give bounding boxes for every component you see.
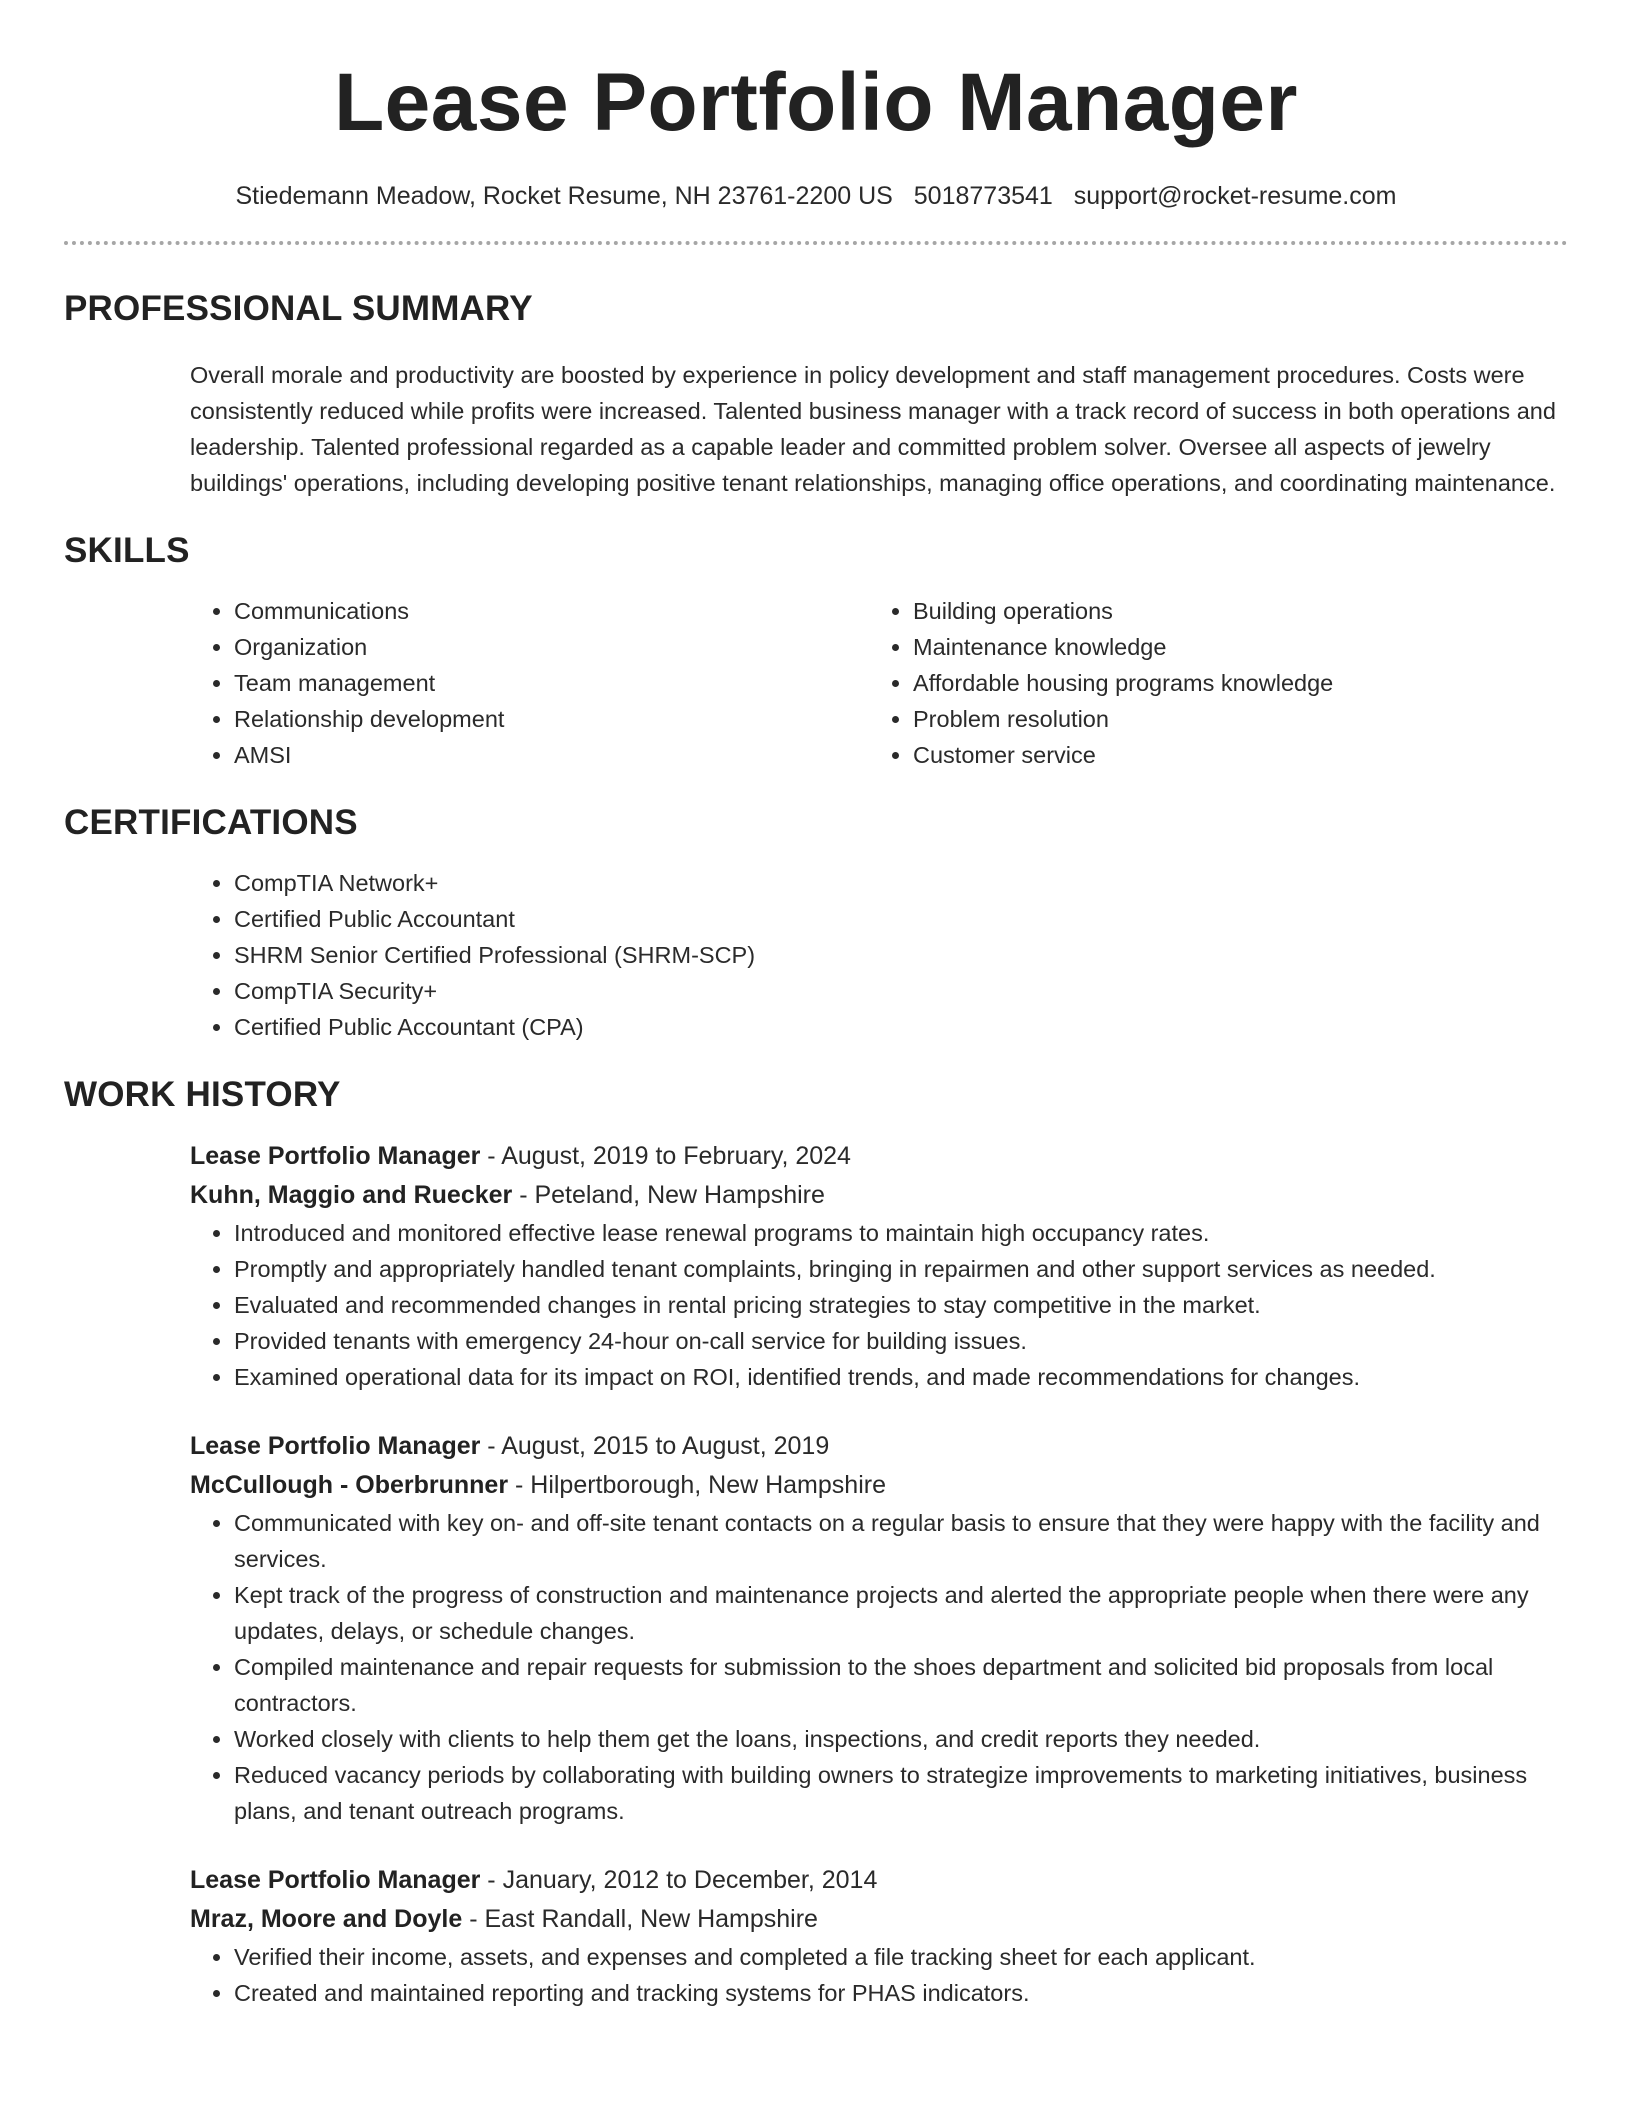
job-bullet: • Created and maintained reporting and tracking systems for PHAS indicators. [234,1975,1568,2011]
certification-item: • SHRM Senior Certified Professional (SHRM-SCP) [234,937,1568,973]
skill-item: • Communications [234,593,869,629]
certifications-list [190,865,1568,1045]
job-bullet: • Reduced vacancy periods by collaborating with building owners to strategize improvements to marketing initiatives, business plans, and tenant outreach programs. [234,1757,1568,1829]
job-bullets [190,1939,1568,2011]
job-entry [190,1427,1568,1829]
skill-item: • Affordable housing programs knowledge [913,665,1548,701]
job-bullet: • Introduced and monitored effective lease renewal programs to maintain high occupancy rates. [234,1215,1568,1251]
certification-item: • CompTIA Security+ [234,973,1568,1009]
job-dates: - August, 2015 to August, 2019 [480,1432,830,1460]
skills-list [190,593,1568,773]
job-location: - Hilpertborough, New Hampshire [508,1471,886,1499]
job-bullet: • Kept track of the progress of construction and maintenance projects and alerted the appropriate people when there were any updates, delays, or schedule changes. [234,1577,1568,1649]
header-divider [64,241,1568,245]
skill-item: • AMSI [234,737,869,773]
job-company: Mraz, Moore and Doyle [190,1905,463,1933]
job-bullets [190,1215,1568,1395]
job-bullet: • Communicated with key on- and off-site tenant contacts on a regular basis to ensure that they were happy with the facility and services. [234,1505,1568,1577]
skills-heading: SKILLS [64,531,190,570]
job-title-line [190,1427,1568,1466]
contact-line [64,182,1568,211]
job-company-line [190,1176,1568,1215]
job-bullet: • Worked closely with clients to help them get the loans, inspections, and credit reports they needed. [234,1721,1568,1757]
job-bullet: • Verified their income, assets, and expenses and completed a file tracking sheet for each applicant. [234,1939,1568,1975]
job-title: Lease Portfolio Manager [190,1866,481,1894]
job-title-line [190,1861,1568,1900]
job-company: Kuhn, Maggio and Ruecker [190,1181,513,1209]
skills-column-left [190,593,869,773]
work-history-heading: WORK HISTORY [64,1075,341,1114]
summary-text: Overall morale and productivity are boosted by experience in policy development and staff management procedures. Costs were consistently reduced while profits were increased. Talented business manager with a track record of success in both operations and leadership. Talented professional regarded as a capable leader and committed problem solver. Oversee all aspects of jewelry buildings' operations, including developing positive tenant relationships, managing office operations, and coordinating maintenance. [190,362,1556,496]
skill-item: • Team management [234,665,869,701]
certification-item: • Certified Public Accountant (CPA) [234,1009,1568,1045]
job-entry [190,1137,1568,1395]
job-entry [190,1861,1568,2011]
job-title: Lease Portfolio Manager [190,1432,481,1460]
contact-address: Stiedemann Meadow, Rocket Resume, NH 23761-2200 US [235,182,893,210]
candidate-name: Lease Portfolio Manager [334,57,1298,148]
job-location: - Peteland, New Hampshire [512,1181,825,1209]
job-bullet: • Promptly and appropriately handled tenant complaints, bringing in repairmen and other support services as needed. [234,1251,1568,1287]
skill-item: • Building operations [913,593,1548,629]
job-location: - East Randall, New Hampshire [462,1905,818,1933]
summary-heading: PROFESSIONAL SUMMARY [64,289,533,328]
job-company-line [190,1900,1568,1939]
job-bullet: • Examined operational data for its impact on ROI, identified trends, and made recommendations for changes. [234,1359,1568,1395]
certification-item: • Certified Public Accountant [234,901,1568,937]
job-company: McCullough - Oberbrunner [190,1471,509,1499]
job-dates: - January, 2012 to December, 2014 [480,1866,878,1894]
job-title-line [190,1137,1568,1176]
job-company-line [190,1466,1568,1505]
skill-item: • Organization [234,629,869,665]
skills-column-right [869,593,1548,773]
skill-item: • Maintenance knowledge [913,629,1548,665]
job-title: Lease Portfolio Manager [190,1142,481,1170]
job-bullet: • Provided tenants with emergency 24-hour on-call service for building issues. [234,1323,1568,1359]
skill-item: • Relationship development [234,701,869,737]
skill-item: • Customer service [913,737,1548,773]
job-bullet: • Evaluated and recommended changes in rental pricing strategies to stay competitive in the market. [234,1287,1568,1323]
job-bullets [190,1505,1568,1829]
contact-phone: 5018773541 [913,182,1053,210]
certification-item: • CompTIA Network+ [234,865,1568,901]
job-dates: - August, 2019 to February, 2024 [480,1142,851,1170]
certifications-heading: CERTIFICATIONS [64,803,358,842]
job-bullet: • Compiled maintenance and repair requests for submission to the shoes department and solicited bid proposals from local contractors. [234,1649,1568,1721]
contact-email[interactable]: support@rocket-resume.com [1073,182,1397,210]
skill-item: • Problem resolution [913,701,1548,737]
